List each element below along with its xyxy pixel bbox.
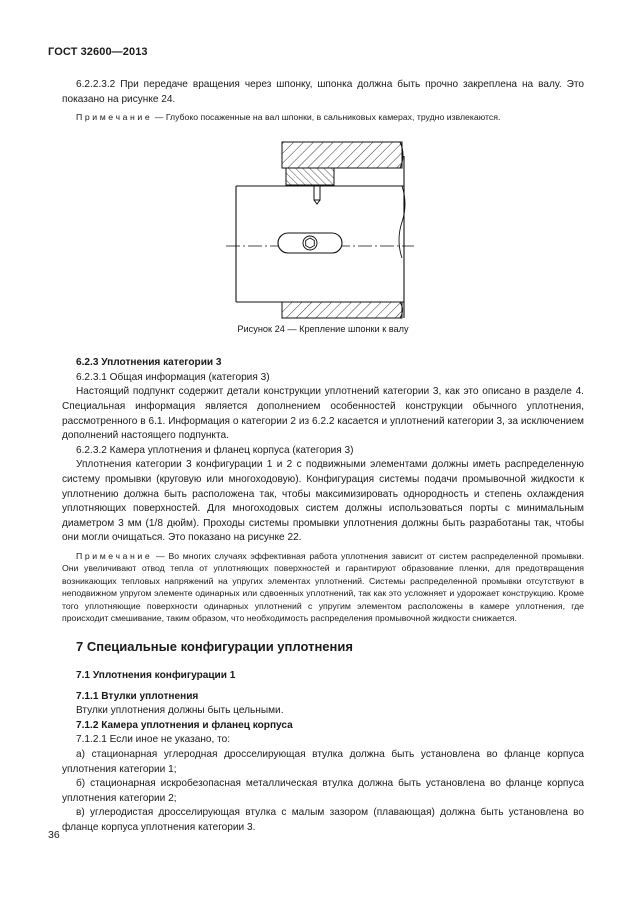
figure-24	[62, 126, 584, 322]
note-label: Примечание	[76, 550, 153, 561]
section-7-heading: 7 Специальные конфигурации уплотнения	[76, 639, 353, 655]
lower-housing-section	[282, 302, 403, 318]
note-distributed-flush: Примечание — Во многих случаях эффективная работа уплотнения зависит от систем распределенной промывки. Они увеличивают отвод тепла от уплотняющих поверхностей и гарантируют образование пленки, для предотвращения возникающих тепловых напряжений на упругих элементах уплотнений. Системы распределенной промывки отсутствуют в неподвижном упругом элементе одинарных или сдвоенных уплотнений, так как это усложняет и удорожает конструкцию. Кроме того уплотняющие поверхности одинарных уплотнений с упругим элементом расположены в камере уплотнения, где происходит смешивание, таким образом, что необходимость распределения промывочной жидкости снижается.	[62, 550, 584, 623]
subheading-6-2-3-2: 6.2.3.2 Камера уплотнения и фланец корпуса (категория 3)	[76, 444, 354, 456]
subheading-6-2-3-1: 6.2.3.1 Общая информация (категория 3)	[76, 371, 270, 383]
note-text: Глубоко посаженные на вал шпонки, в сальниковых камерах, трудно извлекаются.	[165, 112, 501, 123]
list-item-c: в) углеродистая дросселирующая втулка с малым зазором (плавающая) должна быть установлена во фланце корпуса уплотнения категории 3.	[62, 807, 584, 833]
note-text: Во многих случаях эффективная работа уплотнения зависит от систем распределенной промывки. Они увеличивают отвод тепла от уплотняющих поверхностей и гарантируют образование пленки, для предотвращения возникающих тепловых напряжений на упругих элементах уплотнений. Системы распределенной промывки отсутствуют в неподвижном упругом элементе одинарных или сдвоенных уплотнений, так как это усложняет и удорожает конструкцию. Кроме того уплотняющие поверхности одинарных уплотнений с упругим элементом расположены в камере уплотнения, где происходит смешивание, таким образом, что необходимость распределения промывочной жидкости снижается.	[62, 550, 584, 623]
key-shaft-drawing	[62, 126, 584, 322]
note-key-removal: Примечание — Глубоко посаженные на вал шпонки, в сальниковых камерах, трудно извлекаются.	[76, 112, 501, 123]
list-item-b: б) стационарная искробезопасная металлическая втулка должна быть установлена во фланце корпуса уплотнения категории 2;	[62, 778, 584, 804]
note-label: Примечание	[76, 112, 153, 123]
paragraph-6-2-2-3-2: 6.2.2.3.2 При передаче вращения через шпонку, шпонка должна быть прочно закреплена на валу. Это показано на рисунке 24.	[62, 79, 584, 105]
paragraph-6-2-3-1: Настоящий подпункт содержит детали конструкции уплотнений категории 3, как это описано в разделе 4. Специальная информация является дополнением особенностей конструкции обычного уплотнения, рассмотренного в 6.1. Информация о категории 2 из 6.2.2 касается и уплотнений категории 3, за исключением дополнений настоящего подпункта.	[62, 386, 584, 442]
paragraph-6-2-3-2: Уплотнения категории 3 конфигурации 1 и 2 с подвижными элементами должны иметь распределенную систему промывки (круговую или многоходовую). Конфигурация системы подачи промывочной жидкости к уплотнению должна быть расположена так, чтобы максимизировать однородность и степень охлаждения уплотняющих поверхностей. Для многоходовых систем должны использоваться порты с минимальным диаметром 3 мм (1/8 дюйм). Проходы системы промывки уплотнения должны быть разработаны так, чтобы они могли очищаться. Это показано на рисунке 22.	[62, 459, 584, 544]
page-number: 36	[48, 829, 60, 841]
paragraph-7-1-2-1: 7.1.2.1 Если иное не указано, то:	[76, 734, 231, 746]
page-content	[62, 78, 584, 835]
list-item-a: а) стационарная углеродная дросселирующая втулка должна быть установлена во фланце корпуса уплотнения категории 1;	[62, 748, 584, 775]
keyway-slot	[278, 233, 342, 253]
heading-7-1-1: 7.1.1 Втулки уплотнения	[76, 690, 199, 702]
heading-6-2-3: 6.2.3 Уплотнения категории 3	[76, 357, 222, 369]
heading-7-1: 7.1 Уплотнения конфигурации 1	[76, 669, 236, 681]
document-header: ГОСТ 32600—2013	[48, 46, 148, 58]
paragraph-7-1-1: Втулки уплотнения должны быть цельными.	[76, 705, 284, 717]
figure-caption: Рисунок 24 — Крепление шпонки к валу	[237, 323, 409, 334]
heading-7-1-2: 7.1.2 Камера уплотнения и фланец корпуса	[76, 719, 293, 731]
upper-housing-section	[282, 142, 403, 168]
